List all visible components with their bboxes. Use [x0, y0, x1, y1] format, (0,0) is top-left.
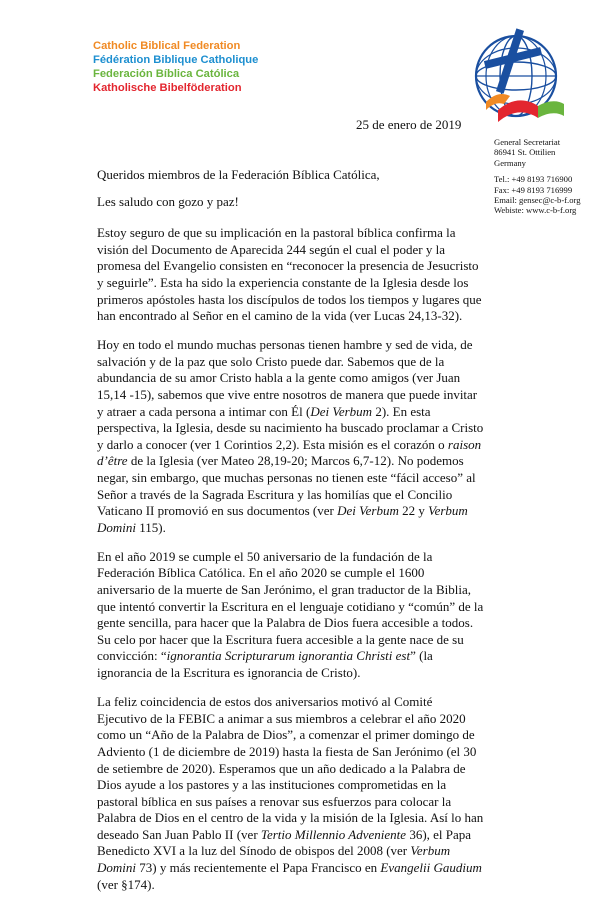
italic-text-run: Dei Verbum: [310, 403, 373, 419]
body-paragraph: [97, 694, 485, 893]
italic-text-run: Verbum Domini: [97, 503, 468, 535]
org-name-en: Catholic Biblical Federation: [93, 40, 241, 52]
text-run: 36), el Papa Benedicto XVI a la luz del Sínodo de obispos del 2008 (ver: [97, 826, 472, 859]
italic-text-run: ignorantia Scripturarum ignorantia Christi est: [166, 648, 411, 664]
body-paragraph: [97, 337, 485, 536]
organization-names: [93, 39, 258, 95]
text-run: 2). En esta perspectiva, la Iglesia, desde su nacimiento ha buscado proclamar a Cristo y darlo a conocer (ver 1 Corintios 2,2). Esta misión es el corazón o: [97, 403, 484, 452]
italic-text-run: Verbum Domini: [97, 843, 451, 876]
text-run: (ver §174).: [97, 876, 155, 892]
italic-text-run: raison d’être: [97, 436, 482, 469]
contact-sidebar: [494, 137, 598, 216]
fax-line: Fax: +49 8193 716999: [494, 184, 573, 195]
org-name-de: Katholische Bibelföderation: [93, 82, 242, 94]
text-run: En el año 2019 se cumple el 50 aniversario de la fundación de la Federación Bíblica Católica. En el año 2020 se cumple el 1600 aniversario de la muerte de San Jerónimo, el gran traductor de la Biblia, que intentó convertir la Escritura en el lenguaje cotidiano y “común” de la gente sencilla, para hacer que la Palabra de Dios fuera accesible a todos. Su celo por hacer que la Escritura fuera accesible a la gente nace de su convicción: “: [97, 548, 484, 664]
letter-date: 25 de enero de 2019: [356, 117, 462, 132]
salutation: Queridos miembros de la Federación Bíblica Católica,: [97, 167, 380, 182]
text-run: Hoy en todo el mundo muchas personas tienen hambre y sed de vida, de salvación y de la paz que solo Cristo puede dar. Sabemos que de la abundancia de su amor Cristo habla a la gente como amigos (ver Juan 15,14 -15), sabemos que vive entre nosotros de manera que puede invitar y atraer a cada persona a intimar con Él (: [97, 337, 478, 419]
text-run: ” (la ignorancia de la Escritura es ignorancia de Cristo).: [97, 648, 433, 681]
italic-text-run: Dei Verbum: [337, 503, 399, 519]
italic-text-run: Evangelii Gaudium: [380, 860, 482, 876]
phone-line: Tel.: +49 8193 716900: [494, 174, 573, 185]
website-line: Webiste: www.c-b-f.org: [494, 205, 577, 216]
email-line: Email: gensec@c-b-f.org: [494, 195, 581, 206]
org-name-fr: Fédération Biblique Catholique: [93, 54, 259, 66]
text-run: 73) y más recientemente el Papa Francisco en: [136, 860, 381, 876]
address-line: Germany: [494, 157, 526, 168]
letter-body: [97, 167, 485, 906]
greeting: Les saludo con gozo y paz!: [97, 193, 239, 209]
text-run: de la Iglesia (ver Mateo 28,19-20; Marcos 6,7-12). No podemos negar, sin embargo, que muchas personas no tienen este “fácil acceso” al Señor a través de la Sagrada Escritura y las homilías que el Concilio Vaticano II promovió en sus documentos (ver: [97, 453, 476, 519]
globe-cross-book-logo: [464, 24, 568, 128]
body-paragraph: [97, 225, 485, 325]
text-run: 22 y: [398, 503, 429, 519]
body-paragraph: [97, 549, 485, 682]
address-line: 86941 St. Ottilien: [494, 147, 556, 158]
text-run: La feliz coincidencia de estos dos aniversarios motivó al Comité Ejecutivo de la FEBIC a animar a sus miembros a celebrar el año 2020 como un “Año de la Palabra de Dios”, a comenzar el primer domingo de Adviento (1 de diciembre de 2019) hasta la fiesta de San Jerónimo (el 30 de setiembre de 2020). Esperamos que un año dedicado a la Palabra de Dios ayude a los pastores y a las instituciones comprometidas en la pastoral bíblica en sus países a renovar sus esfuerzos para colocar la Palabra de Dios en el centro de la vida y la misión de la Iglesia. Así lo han deseado San Juan Pablo II (ver: [97, 694, 484, 842]
text-run: 115).: [136, 519, 166, 535]
text-run: Estoy seguro de que su implicación en la pastoral bíblica confirma la visión del Documento de Aparecida 244 según el cual el poder y la promesa del Evangelio consisten en “reconocer la presencia de Jesucristo y seguirle”. Esta ha sido la experiencia constante de la Iglesia desde los primeros apóstoles hasta los discípulos de todos los tiempos y lugares que han encontrado al Señor en el camino de la vida (ver Lucas 24,13-32).: [97, 225, 482, 324]
address-line: General Secretariat: [494, 137, 561, 147]
org-name-es: Federación Bíblica Católica: [93, 68, 240, 80]
italic-text-run: Tertio Millennio Adveniente: [260, 826, 407, 842]
